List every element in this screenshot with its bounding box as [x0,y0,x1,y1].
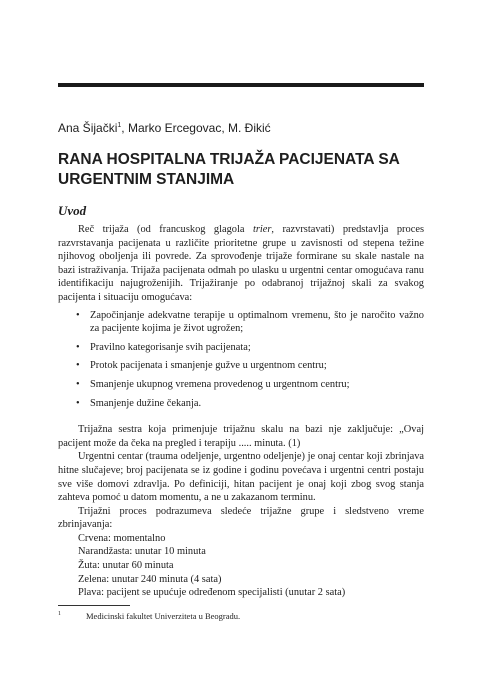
list-item [58,397,424,411]
footnote: 1 Medicinski fakultet Univerziteta u Beogradu. [58,611,241,621]
bullet-icon: • [76,360,80,372]
list-item [58,359,424,373]
list-item-text: Smanjenje ukupnog vremena provedenog u urgentnom centru; [90,378,350,390]
intro-paragraph [58,223,424,305]
authors-line [58,121,271,135]
author-separator: , [221,121,228,135]
footnote-rule [58,605,130,606]
author-separator: , [121,121,128,135]
author-name: Marko Ercegovac [127,121,222,135]
triage-group-blue: Plava: pacijent se upućuje određenom specijalisti (unutar 2 sata) [78,587,346,599]
bullet-icon: • [76,378,80,390]
intro-italic-term: trier [252,224,272,235]
section-heading: Uvod [58,203,87,218]
triage-group-orange: Narandžasta: unutar 10 minuta [78,546,206,558]
triage-group-yellow: Žuta: unutar 60 minuta [78,560,174,572]
triage-groups-intro: Trijažni proces podrazumeva sledeće trijažne grupe i sledstveno vreme zbrinjavanja: [58,505,424,531]
triage-nurse-paragraph: Trijažna sestra koja primenjuje trijažnu skalu na bazi nje zaključuje: „Ovaj pacijent može da čeka na pregled i terapiju ..... minuta. (1) [58,424,424,449]
footnote-text: Medicinski fakultet Univerziteta u Beogradu. [86,611,241,621]
triage-group-green: Zelena: unutar 240 minuta (4 sata) [78,573,222,585]
benefits-list [58,309,424,411]
list-item [58,341,424,355]
bullet-icon: • [76,397,80,409]
list-item [58,309,424,336]
triage-group-red: Crvena: momentalno [78,532,166,544]
list-item-text: Započinjanje adekvatne terapije u optimalnom vremenu, što je naročito važno za pacijente kojima je život ugrožen; [90,309,424,335]
intro-text: Reč trijaža (od francuskog glagola [78,224,253,235]
author-name: M. Đikić [228,121,271,135]
list-item-text: Smanjenje dužine čekanja. [90,397,202,409]
top-rule [58,83,424,87]
list-item-text: Pravilno kategorisanje svih pacijenata; [90,341,251,353]
urgent-center-paragraph: Urgentni centar (trauma odeljenje, urgentno odeljenje) je onaj centar koji zbrinjava hitne slučajeve; broj pacijenata se iz godine i godinu povećava i urgentni centri postaju sve više domovi zdravlja. Po definiciji, hitan pacijent je onaj koji zbog svog stanja zahteva pomoć u datom momentu, a ne u zakazanom terminu. [58,451,424,504]
author-name: Ana Šijački [58,121,118,135]
article-title: RANA HOSPITALNA TRIJAŽA PACIJENATA SA URGENTNIM STANJIMA [58,151,400,188]
article-body [58,223,424,600]
list-item-text: Protok pacijenata i smanjenje gužve u urgentnom centru; [90,360,327,372]
bullet-icon: • [76,309,80,321]
list-item [58,378,424,392]
bullet-icon: • [76,341,80,353]
intro-text: , razvrstavati) predstavlja proces razvrstavanja pacijenata u različite prioritetne grupe u zavisnosti od stepena težine njihovog oboljenja ili povrede. Za sprovođenje trijaže formirane su skale nastale na bazi istraživanja. Trijaža pacijenata odmah po ulasku u urgentni centar omogućava ranu identifikaciju najugroženijih. Trijažiranje po odabranoj trijažnoj skali za svakog pacijenta i situaciju omogućava: [58,224,424,303]
footnote-ref: 1 [117,122,122,129]
